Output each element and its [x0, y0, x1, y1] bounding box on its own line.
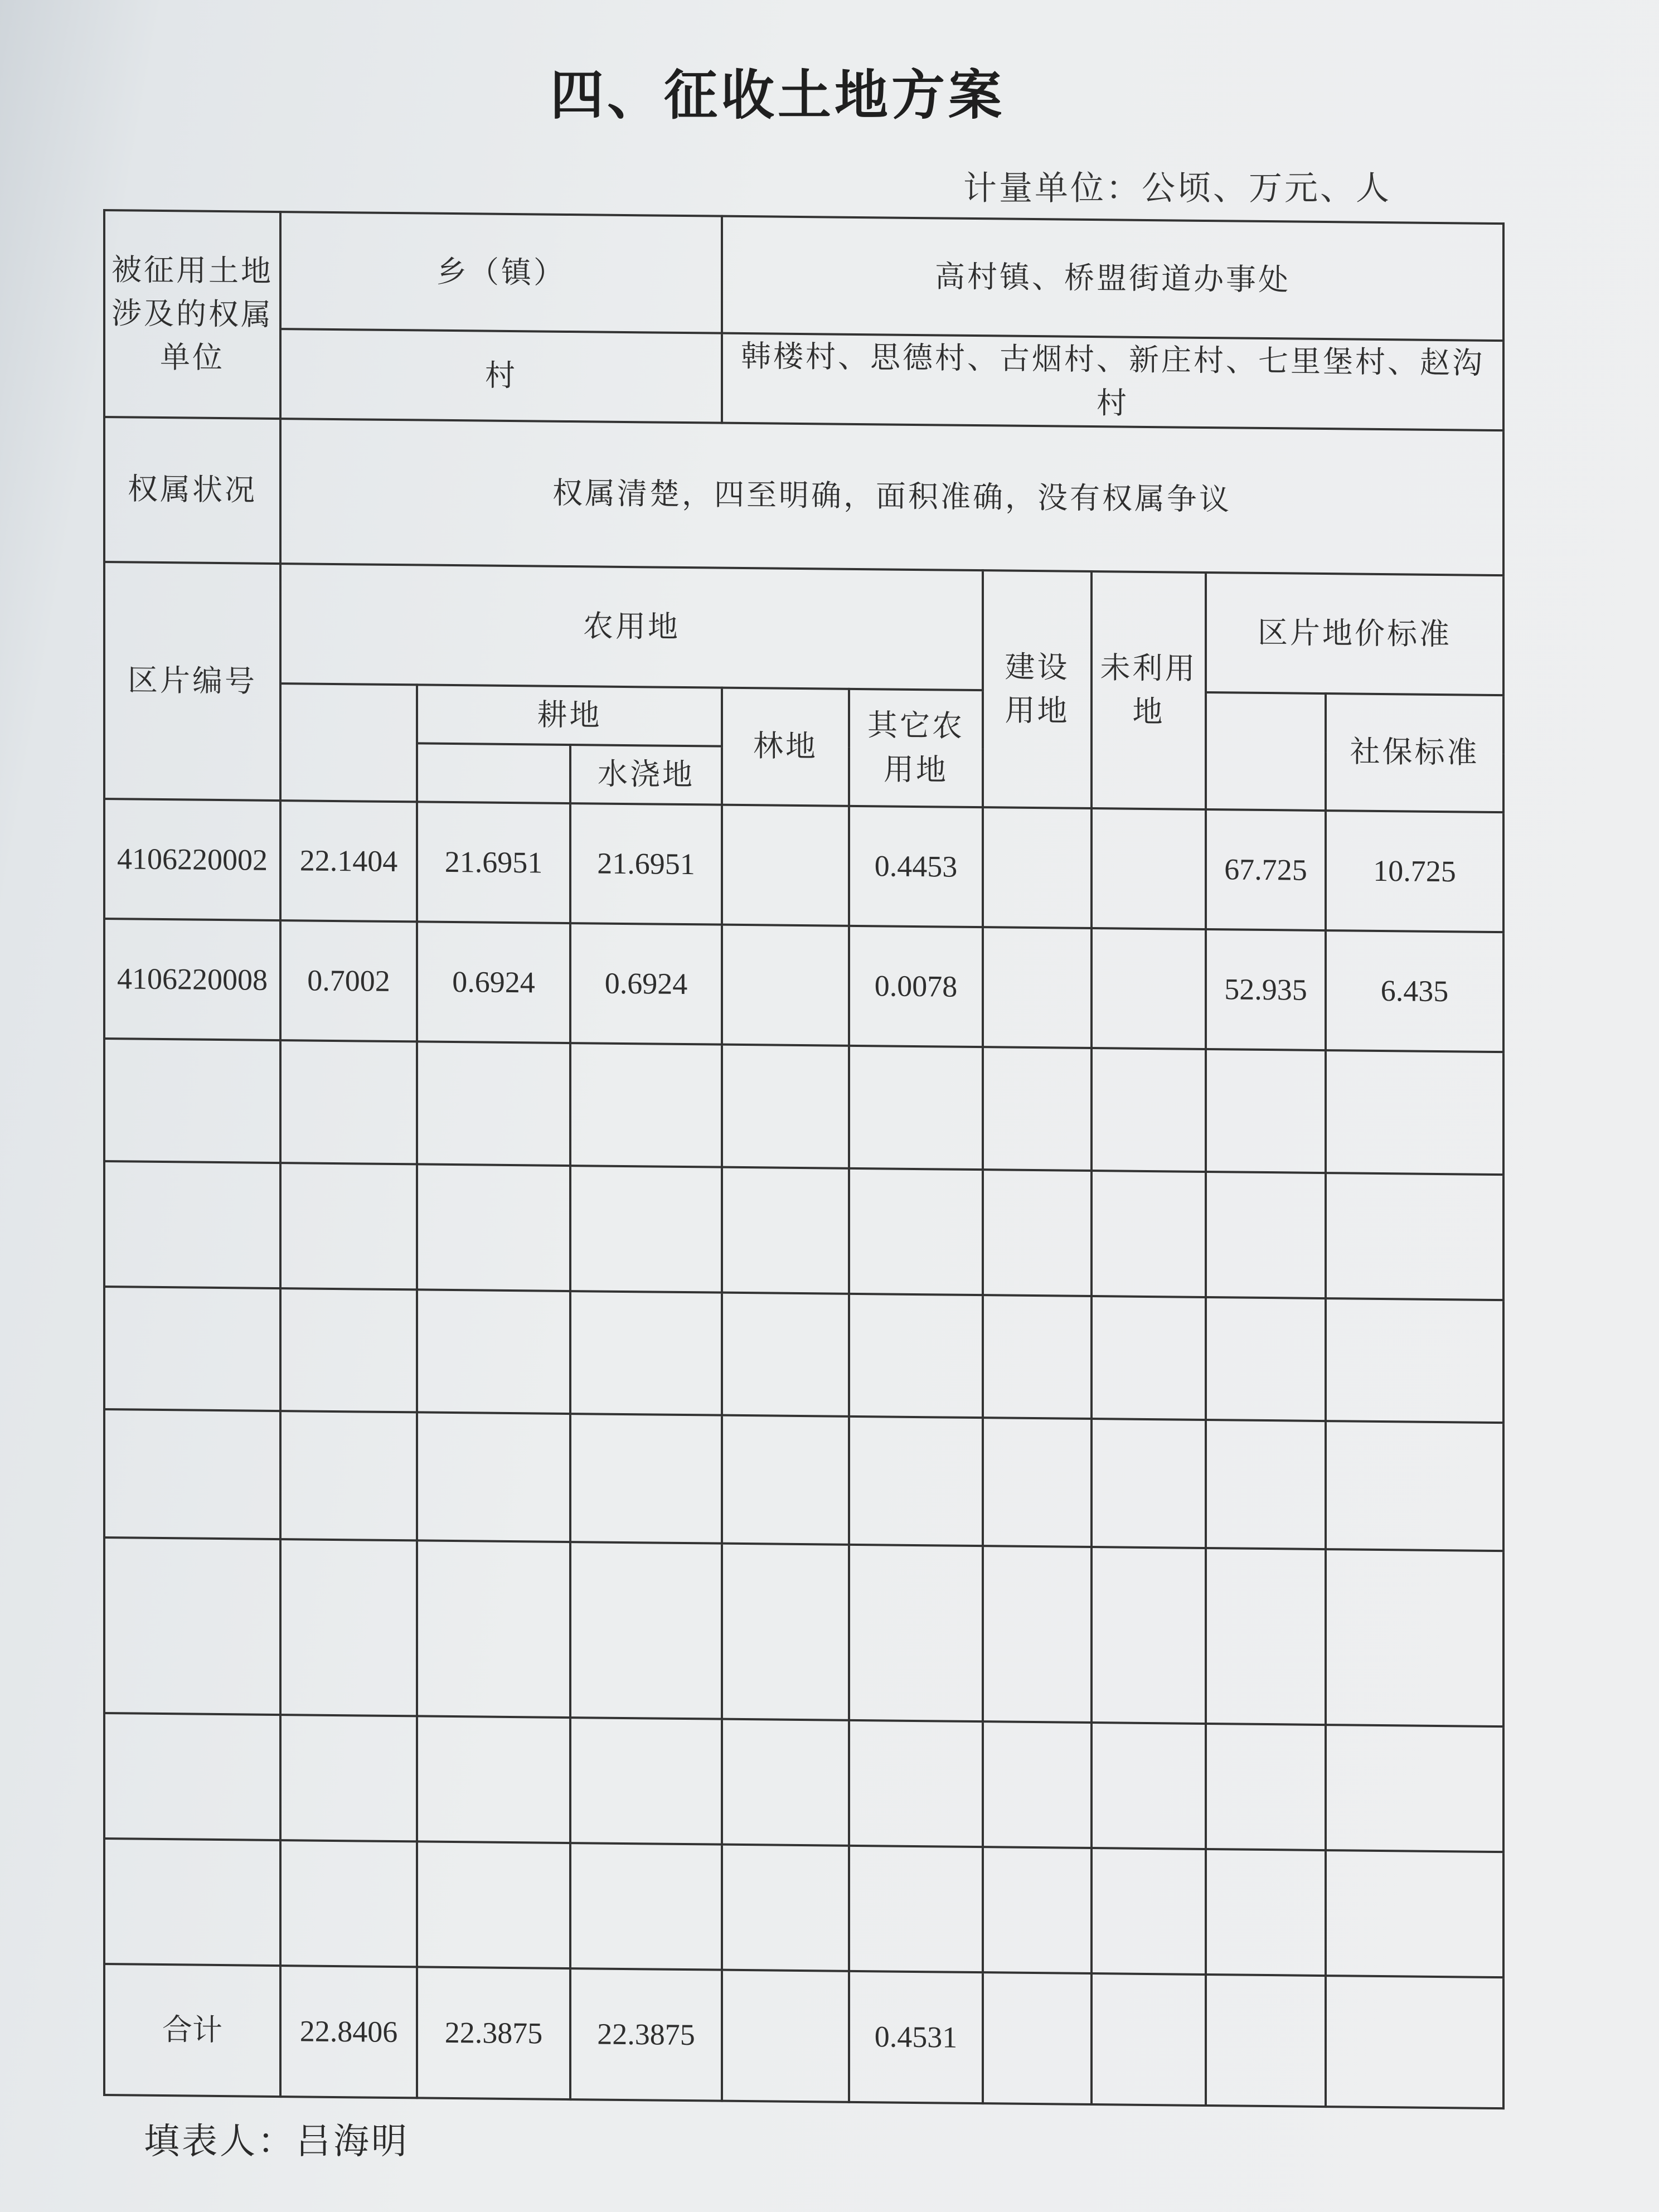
village-value: 韩楼村、思德村、古烟村、新庄村、七里堡村、赵沟村 — [722, 333, 1503, 430]
other-agri: 0.4453 — [849, 806, 983, 926]
construction-header: 建设用地 — [983, 570, 1092, 808]
price-std: 67.725 — [1206, 809, 1326, 930]
ownership-label: 被征用土地涉及的权属单位 — [104, 210, 280, 419]
status-label: 权属状况 — [104, 417, 280, 564]
irrigated: 0.6924 — [570, 923, 722, 1045]
social-std: 6.435 — [1326, 930, 1503, 1052]
unused-header: 未利用地 — [1092, 571, 1206, 809]
document-title: 四、征收土地方案 — [550, 64, 1005, 127]
construction — [983, 807, 1092, 928]
forest-header: 林地 — [722, 687, 849, 806]
block-id: 4106220002 — [104, 799, 280, 920]
price-header-blank — [1206, 692, 1326, 811]
table-row — [104, 919, 1503, 1052]
arable-header: 耕地 — [417, 685, 722, 746]
arable-total-header — [417, 743, 570, 803]
form-filler: 填表人：吕海明 — [144, 2121, 409, 2162]
total-irrigated: 22.3875 — [570, 1968, 722, 2101]
total-other-agri: 0.4531 — [849, 1971, 983, 2103]
agri-total: 0.7002 — [280, 920, 417, 1041]
empty-row — [104, 1537, 1503, 1726]
total-arable: 22.3875 — [417, 1967, 570, 2099]
arable: 21.6951 — [417, 802, 570, 923]
township-value: 高村镇、桥盟街道办事处 — [722, 216, 1503, 341]
block-no-header: 区片编号 — [104, 562, 280, 801]
price-std: 52.935 — [1206, 929, 1326, 1050]
unit-note: 计量单位：公顷、万元、人 — [963, 169, 1391, 208]
block-id: 4106220008 — [104, 919, 280, 1040]
empty-row — [104, 1839, 1503, 1977]
agri-total: 22.1404 — [280, 801, 417, 921]
land-acquisition-table — [103, 209, 1505, 2109]
construction — [983, 927, 1092, 1048]
arable: 0.6924 — [417, 921, 570, 1043]
empty-row — [104, 1409, 1503, 1551]
unused — [1092, 928, 1206, 1049]
irrigated: 21.6951 — [570, 803, 722, 925]
unused — [1092, 808, 1206, 929]
empty-row — [104, 1713, 1503, 1852]
other-agri-header: 其它农用地 — [849, 688, 983, 807]
social-std-header: 社保标准 — [1326, 693, 1503, 812]
social-std: 10.725 — [1326, 811, 1503, 932]
other-agri: 0.0078 — [849, 925, 983, 1046]
irrigated-header: 水浇地 — [570, 745, 722, 805]
village-label: 村 — [280, 329, 722, 423]
price-std-header: 区片地价标准 — [1206, 573, 1503, 695]
total-label: 合计 — [104, 1964, 280, 2097]
township-label: 乡（镇） — [280, 212, 722, 333]
empty-row — [104, 1039, 1503, 1175]
empty-row — [104, 1287, 1503, 1423]
total-row — [104, 1964, 1503, 2108]
total-forest — [722, 1970, 849, 2102]
forest — [722, 924, 849, 1045]
table-row — [104, 799, 1503, 932]
agri-header: 农用地 — [280, 564, 983, 690]
empty-row — [104, 1161, 1503, 1300]
status-value: 权属清楚，四至明确，面积准确，没有权属争议 — [280, 419, 1503, 575]
forest — [722, 804, 849, 925]
agri-total-header — [280, 683, 417, 802]
total-agri: 22.8406 — [280, 1966, 417, 2098]
